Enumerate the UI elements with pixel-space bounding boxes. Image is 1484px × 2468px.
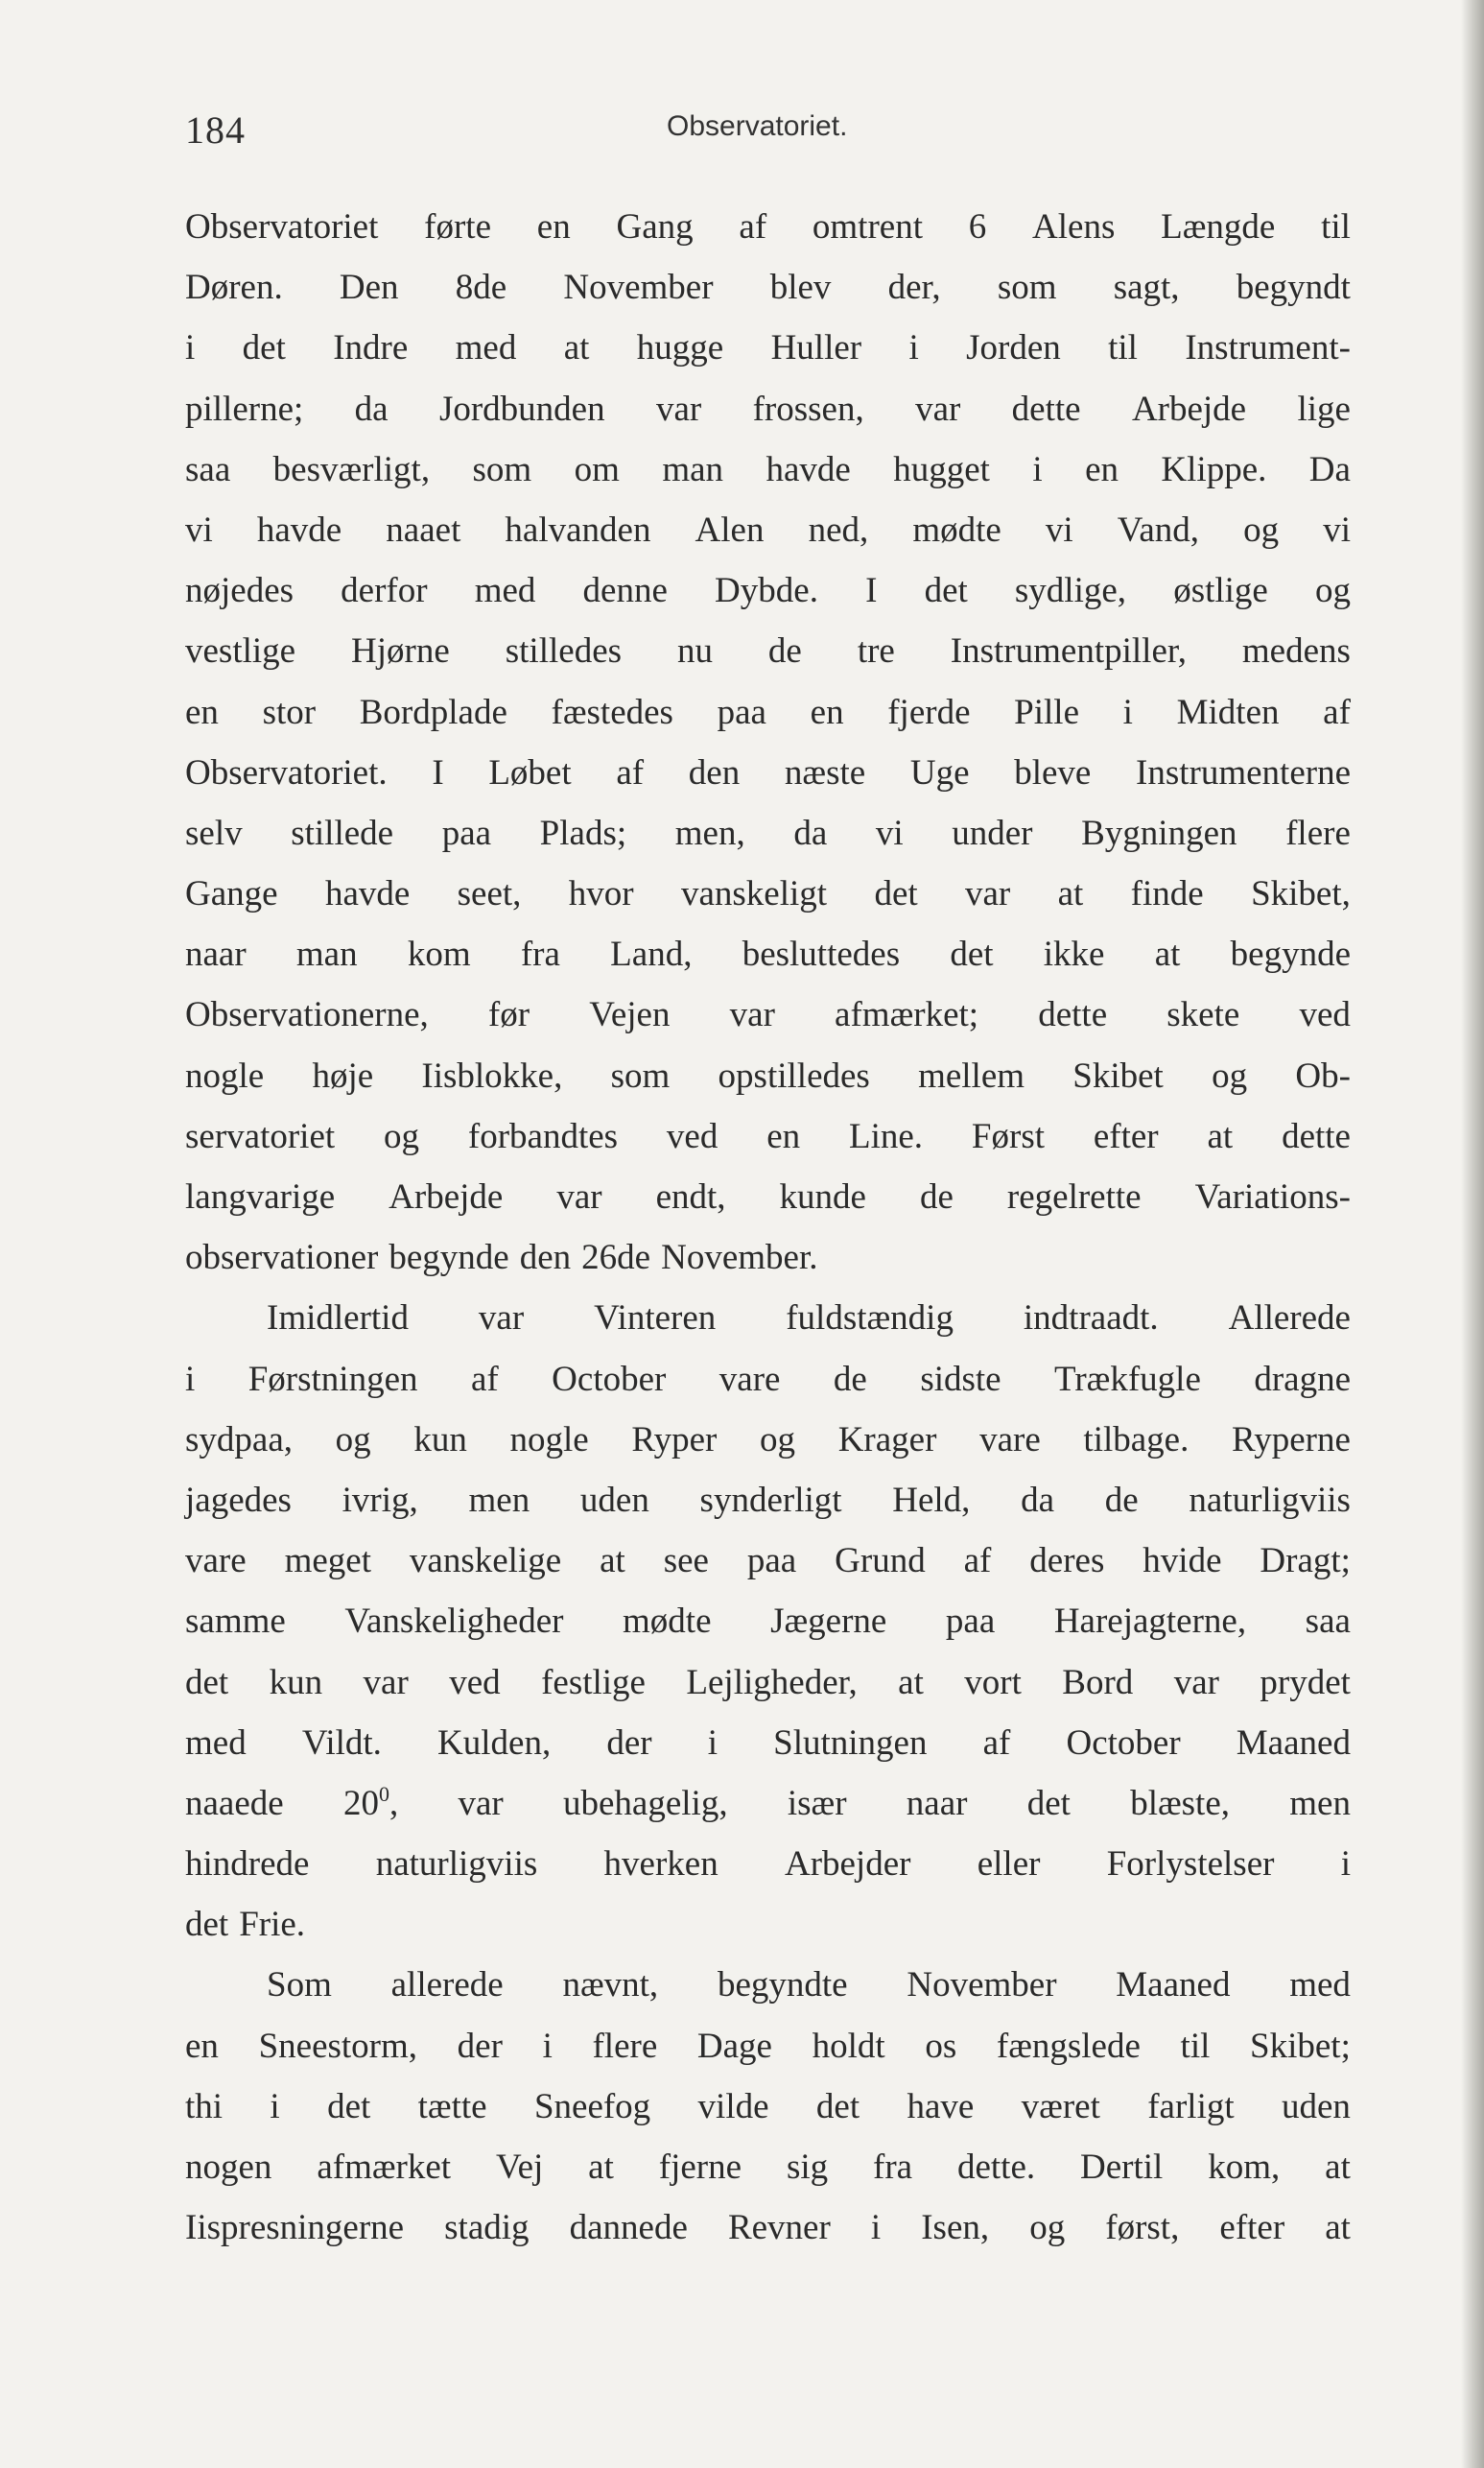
text-line: vare meget vanskelige at see paa Grund af deres hvide Dragt; xyxy=(185,1541,1351,1581)
running-title: Observatoriet. xyxy=(667,110,848,142)
text-line: Iispresningerne stadig dannede Revner i Isen, og først, efter at xyxy=(185,2208,1351,2248)
text-line: servatoriet og forbandtes ved en Line. Først efter at dette xyxy=(185,1116,1351,1156)
text-line: det kun var ved festlige Lejligheder, at vort Bord var prydet xyxy=(185,1662,1351,1702)
text-line: Som allerede nævnt, begyndte November Maaned med xyxy=(267,1965,1351,2005)
text-line: pillerne; da Jordbunden var frossen, var dette Arbejde lige xyxy=(185,389,1351,429)
text-line: sydpaa, og kun nogle Ryper og Krager vare tilbage. Ryperne xyxy=(185,1419,1351,1459)
text-line: en Sneestorm, der i flere Dage holdt os fængslede til Skibet; xyxy=(185,2026,1351,2066)
text-line: jagedes ivrig, men uden synderligt Held, da de naturligviis xyxy=(185,1480,1351,1520)
text-line: en stor Bordplade fæstedes paa en fjerde Pille i Midten af xyxy=(185,692,1351,732)
text-line: observationer begynde den 26de November. xyxy=(185,1238,818,1278)
page-edge-shadow xyxy=(1461,0,1484,2468)
text-line: Døren. Den 8de November blev der, som sagt, begyndt xyxy=(185,268,1351,308)
text-line: thi i det tætte Sneefog vilde det have været farligt uden xyxy=(185,2086,1351,2126)
text-line: nogen afmærket Vej at fjerne sig fra dette. Dertil kom, at xyxy=(185,2148,1351,2187)
text-line: langvarige Arbejde var endt, kunde de regelrette Variations- xyxy=(185,1177,1351,1217)
text-line: nogle høje Iisblokke, som opstilledes mellem Skibet og Ob- xyxy=(185,1056,1351,1096)
text-line: i Førstningen af October vare de sidste Trækfugle dragne xyxy=(185,1359,1351,1399)
body-text xyxy=(185,197,1351,2258)
text-line: Observatoriet førte en Gang af omtrent 6 Alens Længde til xyxy=(185,207,1351,247)
text-line: selv stillede paa Plads; men, da vi under Bygningen flere xyxy=(185,813,1351,853)
text-line: Observationerne, før Vejen var afmærket; dette skete ved xyxy=(185,995,1351,1035)
text-line: samme Vanskeligheder mødte Jægerne paa Harejagterne, saa xyxy=(185,1602,1351,1642)
text-line: saa besværligt, som om man havde hugget i en Klippe. Da xyxy=(185,449,1351,489)
text-line: Gange havde seet, hvor vanskeligt det var at finde Skibet, xyxy=(185,874,1351,914)
text-line: Imidlertid var Vinteren fuldstændig indtraadt. Allerede xyxy=(267,1298,1351,1339)
page-number: 184 xyxy=(185,108,246,152)
text-line: naaede $20^0$, var ubehagelig, især naar det blæste, men xyxy=(185,1781,1351,1823)
text-line: naar man kom fra Land, besluttedes det ikke at begynde xyxy=(185,935,1351,975)
text-line: nøjedes derfor med denne Dybde. I det sydlige, østlige og xyxy=(185,571,1351,611)
text-line: hindrede naturligviis hverken Arbejder eller Forlystelser i xyxy=(185,1844,1351,1885)
text-line: Observatoriet. I Løbet af den næste Uge bleve Instrumenterne xyxy=(185,752,1351,793)
text-line: det Frie. xyxy=(185,1905,306,1945)
text-line: med Vildt. Kulden, der i Slutningen af October Maaned xyxy=(185,1722,1351,1763)
text-line: vestlige Hjørne stilledes nu de tre Instrumentpiller, medens xyxy=(185,631,1351,672)
text-line: i det Indre med at hugge Huller i Jorden til Instrument- xyxy=(185,328,1351,368)
text-line: vi havde naaet halvanden Alen ned, mødte vi Vand, og vi xyxy=(185,510,1351,550)
